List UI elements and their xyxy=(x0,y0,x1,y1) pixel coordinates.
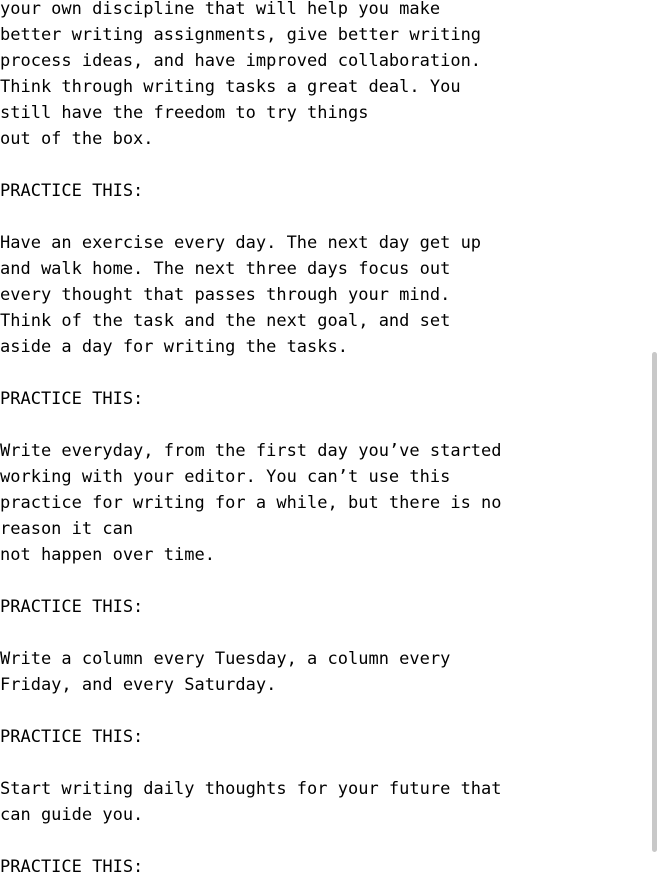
text-line: not happen over time. xyxy=(0,545,215,565)
text-line: your own discipline that will help you make xyxy=(0,0,441,19)
text-line-heading: PRACTICE THIS: xyxy=(0,181,144,201)
text-line: aside a day for writing the tasks. xyxy=(0,337,348,357)
text-line-blank xyxy=(0,620,648,646)
text-line-blank xyxy=(0,152,648,178)
text-line-blank xyxy=(0,698,648,724)
text-line: every thought that passes through your mind. xyxy=(0,285,451,305)
text-line-blank xyxy=(0,412,648,438)
text-line: better writing assignments, give better writing xyxy=(0,25,482,45)
text-line: out of the box. xyxy=(0,129,154,149)
vertical-scroll-thumb[interactable] xyxy=(652,352,657,852)
text-line: process ideas, and have improved collaboration. xyxy=(0,51,482,71)
text-line-heading: PRACTICE THIS: xyxy=(0,857,144,877)
text-line: Think of the task and the next goal, and set xyxy=(0,311,451,331)
text-line-blank xyxy=(0,360,648,386)
text-line-heading: PRACTICE THIS: xyxy=(0,389,144,409)
text-line: practice for writing for a while, but there is no xyxy=(0,493,502,513)
text-line: Think through writing tasks a great deal. You xyxy=(0,77,461,97)
text-line: Have an exercise every day. The next day get up xyxy=(0,233,482,253)
text-line: working with your editor. You can’t use this xyxy=(0,467,451,487)
text-line-heading: PRACTICE THIS: xyxy=(0,727,144,747)
text-line: and walk home. The next three days focus out xyxy=(0,259,451,279)
text-line: Start writing daily thoughts for your future that xyxy=(0,779,502,799)
text-line: Write everyday, from the first day you’ve started xyxy=(0,441,502,461)
text-line-blank xyxy=(0,568,648,594)
vertical-scrollbar[interactable] xyxy=(650,0,658,863)
text-line: still have the freedom to try things xyxy=(0,103,369,123)
text-line: Friday, and every Saturday. xyxy=(0,675,277,695)
text-line-blank xyxy=(0,204,648,230)
text-line-heading: PRACTICE THIS: xyxy=(0,597,144,617)
text-line: can guide you. xyxy=(0,805,144,825)
text-line-blank xyxy=(0,750,648,776)
text-line-blank xyxy=(0,828,648,854)
text-line: reason it can xyxy=(0,519,134,539)
text-line: Write a column every Tuesday, a column every xyxy=(0,649,451,669)
